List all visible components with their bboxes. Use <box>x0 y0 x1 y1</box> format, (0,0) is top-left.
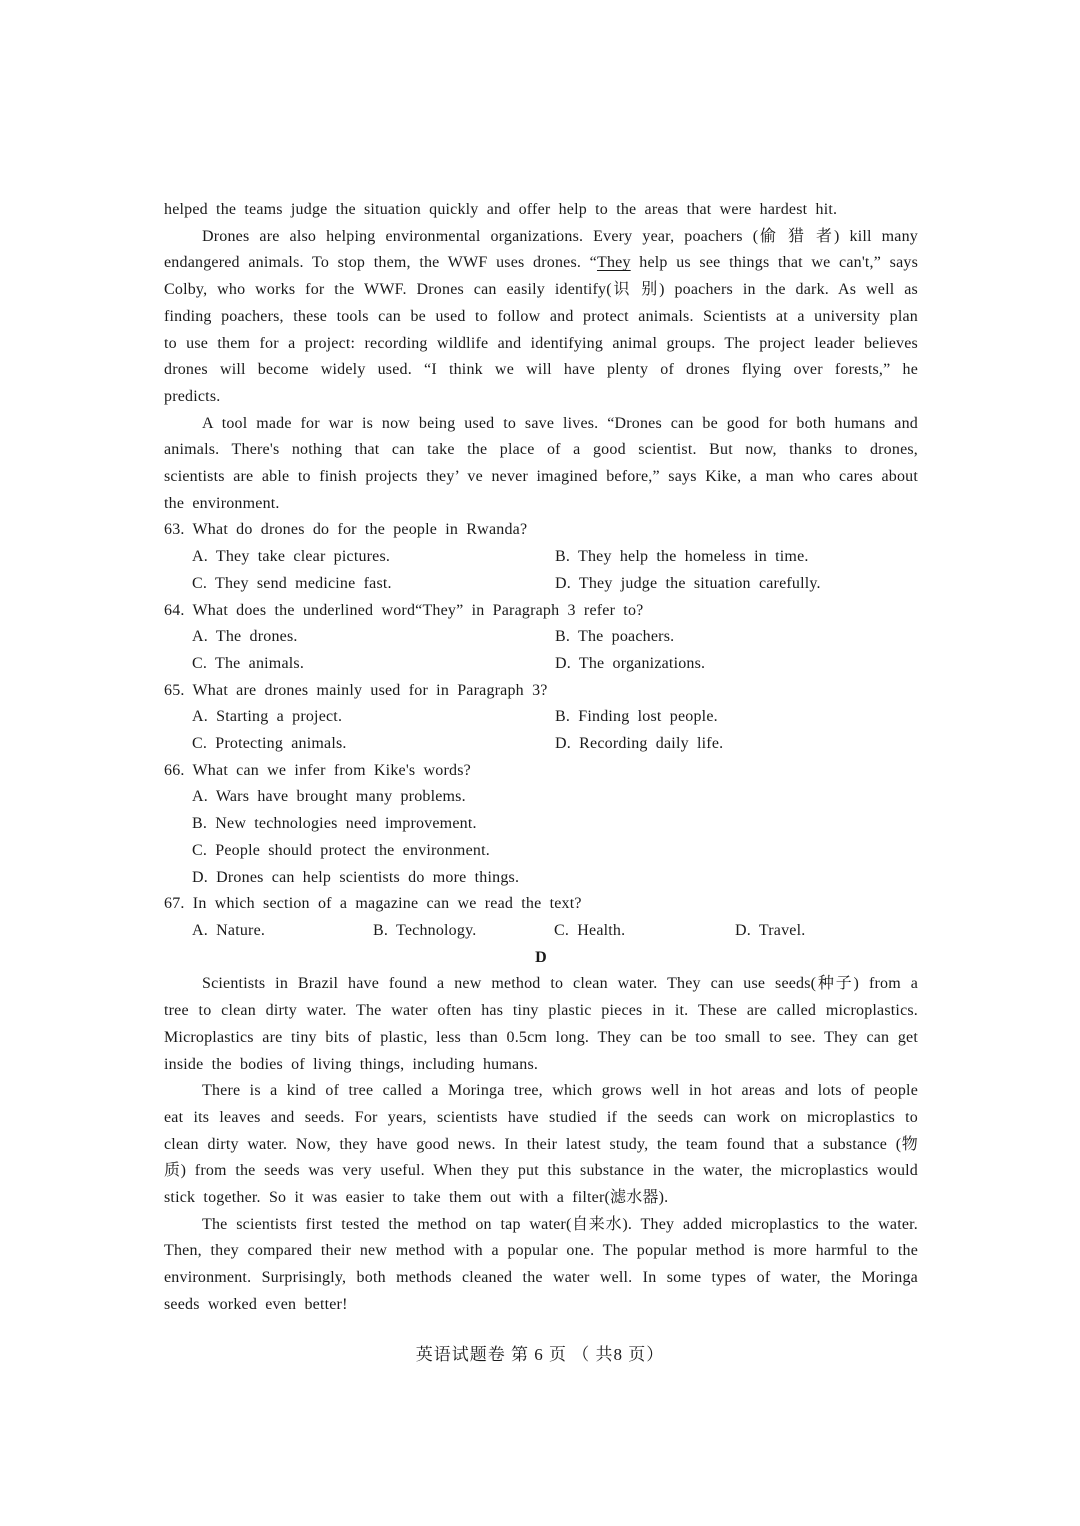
option-a: A. Nature. <box>192 921 266 939</box>
passage-d-paragraph-1: Scientists in Brazil have found a new method to clean water. They can use seeds(种子) from a tree to clean dirty water. The water often has tiny plastic pieces in it. These are called microplastics. Microplastics are tiny bits of plastic, less than 0.5cm long. They can be too small to see. They can get inside the bodies of living things, including humans. <box>164 975 918 1073</box>
option-b: B. New technologies need improvement. <box>192 815 477 833</box>
section-d-heading: D <box>535 948 547 966</box>
question-64 <box>164 598 918 678</box>
underlined-word-they: They <box>596 254 631 272</box>
options-row <box>164 918 918 945</box>
question-stem: 63. What do drones do for the people in Rwanda? <box>164 521 528 539</box>
paragraph-2-text-end: help us see things that we can't,” says Colby, who works for the WWF. Drones can easily identify(识 别) poachers in the dark. As well as finding poachers, these tools can be used to follow and protect animals. Scientists at a university plan to use them for a project: recording wildlife and identifying animal groups. The project leader believes drones will become widely used. “I think we will have plenty of drones flying over forests,” he predicts. <box>164 254 919 405</box>
options-row <box>164 704 918 731</box>
options-row <box>164 624 918 651</box>
option-d: D. Drones can help scientists do more things. <box>192 868 520 886</box>
exam-page-body <box>164 197 918 1319</box>
options-row <box>164 731 918 758</box>
question-stem: 66. What can we infer from Kike's words? <box>164 761 471 779</box>
passage-c-paragraph-3: A tool made for war is now being used to save lives. “Drones can be good for both humans and animals. There's nothing that can take the place of a good scientist. But now, thanks to drones, scientists are able to finish projects they’ ve never imagined before,” says Kike, a man who cares about the environment. <box>164 414 918 512</box>
question-stem: 65. What are drones mainly used for in Paragraph 3? <box>164 681 548 699</box>
page-footer: 英语试题卷 第 6 页 （ 共8 页） <box>415 1345 665 1364</box>
option-b: B. The poachers. <box>555 628 675 646</box>
option-d: D. The organizations. <box>555 654 706 672</box>
options-row <box>164 571 918 598</box>
question-63 <box>164 517 918 597</box>
option-d: D. Recording daily life. <box>555 735 724 753</box>
passage-c-paragraph-2 <box>164 224 918 411</box>
option-d: D. Travel. <box>735 921 806 939</box>
option-b: B. They help the homeless in time. <box>555 548 809 566</box>
option-c: C. People should protect the environment. <box>192 841 490 859</box>
option-c: C. Health. <box>554 921 626 939</box>
option-d: D. They judge the situation carefully. <box>555 574 821 592</box>
question-66 <box>164 758 918 892</box>
option-c: C. They send medicine fast. <box>192 574 392 592</box>
option-b: B. Technology. <box>373 921 477 939</box>
question-stem: 67. In which section of a magazine can we read the text? <box>164 895 582 913</box>
paragraph-2-text-start: Drones are also helping environmental organizations. Every year, poachers (偷 猎 者) kill many endangered animals. To stop them, the WWF uses drones. “ <box>164 227 918 272</box>
options-row <box>164 651 918 678</box>
question-65 <box>164 678 918 758</box>
question-stem: 64. What does the underlined word“They” in Paragraph 3 refer to? <box>164 601 644 619</box>
options-row <box>164 544 918 571</box>
option-a: A. The drones. <box>192 628 298 646</box>
option-c: C. Protecting animals. <box>192 735 347 753</box>
option-a: A. They take clear pictures. <box>192 548 391 566</box>
passage-c-continued-line: helped the teams judge the situation quickly and offer help to the areas that were hardest hit. <box>164 201 838 218</box>
option-c: C. The animals. <box>192 654 305 672</box>
passage-d-paragraph-2: There is a kind of tree called a Moringa tree, which grows well in hot areas and lots of people eat its leaves and seeds. For years, scientists have studied if the seeds can work on microplastics to clean dirty water. Now, they have good news. In their latest study, the team found that a substance (物 质) from the seeds was very useful. When they put this substance in the water, the microplastics would stick together. So it was easier to take them out with a filter(滤水器). <box>164 1082 918 1207</box>
option-a: A. Wars have brought many problems. <box>192 788 466 806</box>
option-a: A. Starting a project. <box>192 708 343 726</box>
question-67 <box>164 891 918 944</box>
passage-d-paragraph-3: The scientists first tested the method on tap water(自来水). They added microplastics to the water. Then, they compared their new method with a popular one. The popular method is more harmful to the environment. Surprisingly, both methods cleaned the water well. In some types of water, the Moringa seeds worked even better! <box>164 1215 918 1313</box>
option-b: B. Finding lost people. <box>555 708 718 726</box>
